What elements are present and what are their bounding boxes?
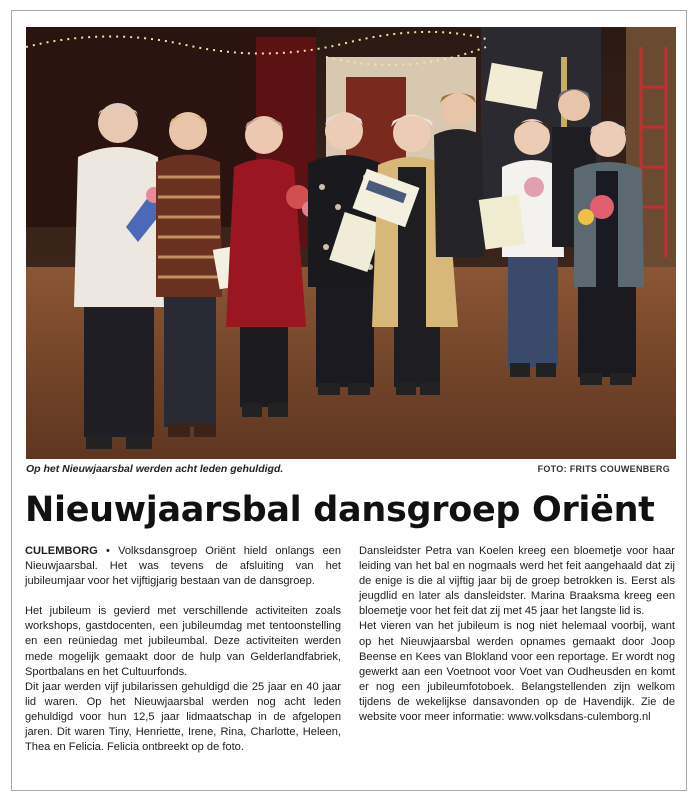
paragraph-intro xyxy=(25,544,341,589)
paragraph-jubilarians: Dit jaar werden vijf jubilarissen gehuldigd die 25 jaar en 40 jaar lid waren. Op het Nieuwjaarsbal werden nog acht leden gehuldigd voor hun 12,5 jaar lidmaatschap in de afgelopen jaren. Dit waren Tiny, Henriette, Irene, Rina, Charlotte, Heleen, Thea en Felicia. Felicia ontbreekt op de foto. xyxy=(25,680,341,754)
article-headline: Nieuwjaarsbal dansgroep Oriënt xyxy=(25,490,655,530)
paragraph-dance-leader: Dansleidster Petra van Koelen kreeg een bloemetje voor haar leiding van het bal en nogmaals werd het feit aangehaald dat zij de enige is die al vijftig jaar bij de groep betrokken is. Eerst als jeugdlid en later als dansleidster. Marina Braaksma kreeg een bloemetje voor het feit dat zij met 45 jaar het langste lid is. xyxy=(359,545,675,618)
paragraph-celebration: Het vieren van het jubileum is nog niet helemaal voorbij, want op het Nieuwjaarsbal werden opnames gemaakt door Joop Beense en Kees van Blokland voor een reportage. Er wordt nog gewerkt aan een Voetnoot voor Voet van Oudheusden en komt er nog een jubileumfotoboek. Belangstellenden zijn welkom tijdens de wekelijkse dansavonden op de Havendijk. Zie de website voor meer informatie: www.volksdans-culemborg.nl xyxy=(359,620,675,724)
dateline: CULEMBORG xyxy=(25,545,98,557)
paragraph-activities: Het jubileum is gevierd met verschillende activiteiten zoals workshops, gastdocenten, een jubileumdag met tentoonstelling en een reüniedag met jubileumbal. Deze activiteiten werden mede mogelijk gemaakt door de hulp van Gelderlandfabriek, Sportbalans en het Cultuurfonds. xyxy=(25,605,341,678)
photo-illustration xyxy=(26,27,676,459)
intro-text: • Volksdansgroep Oriënt hield onlangs een Nieuwjaarsbal. Het was tevens de afsluiting van het jubileumjaar voor het vijftigjarig bestaan van de dansgroep. xyxy=(25,545,341,588)
photo-credit: FOTO: FRITS COUWENBERG xyxy=(537,464,670,474)
article-column-left xyxy=(25,544,341,770)
caption-text: Op het Nieuwjaarsbal werden acht leden gehuldigd. xyxy=(26,463,284,475)
group-photo xyxy=(26,27,676,459)
photo-caption xyxy=(26,463,676,479)
article-column-right xyxy=(359,544,675,740)
